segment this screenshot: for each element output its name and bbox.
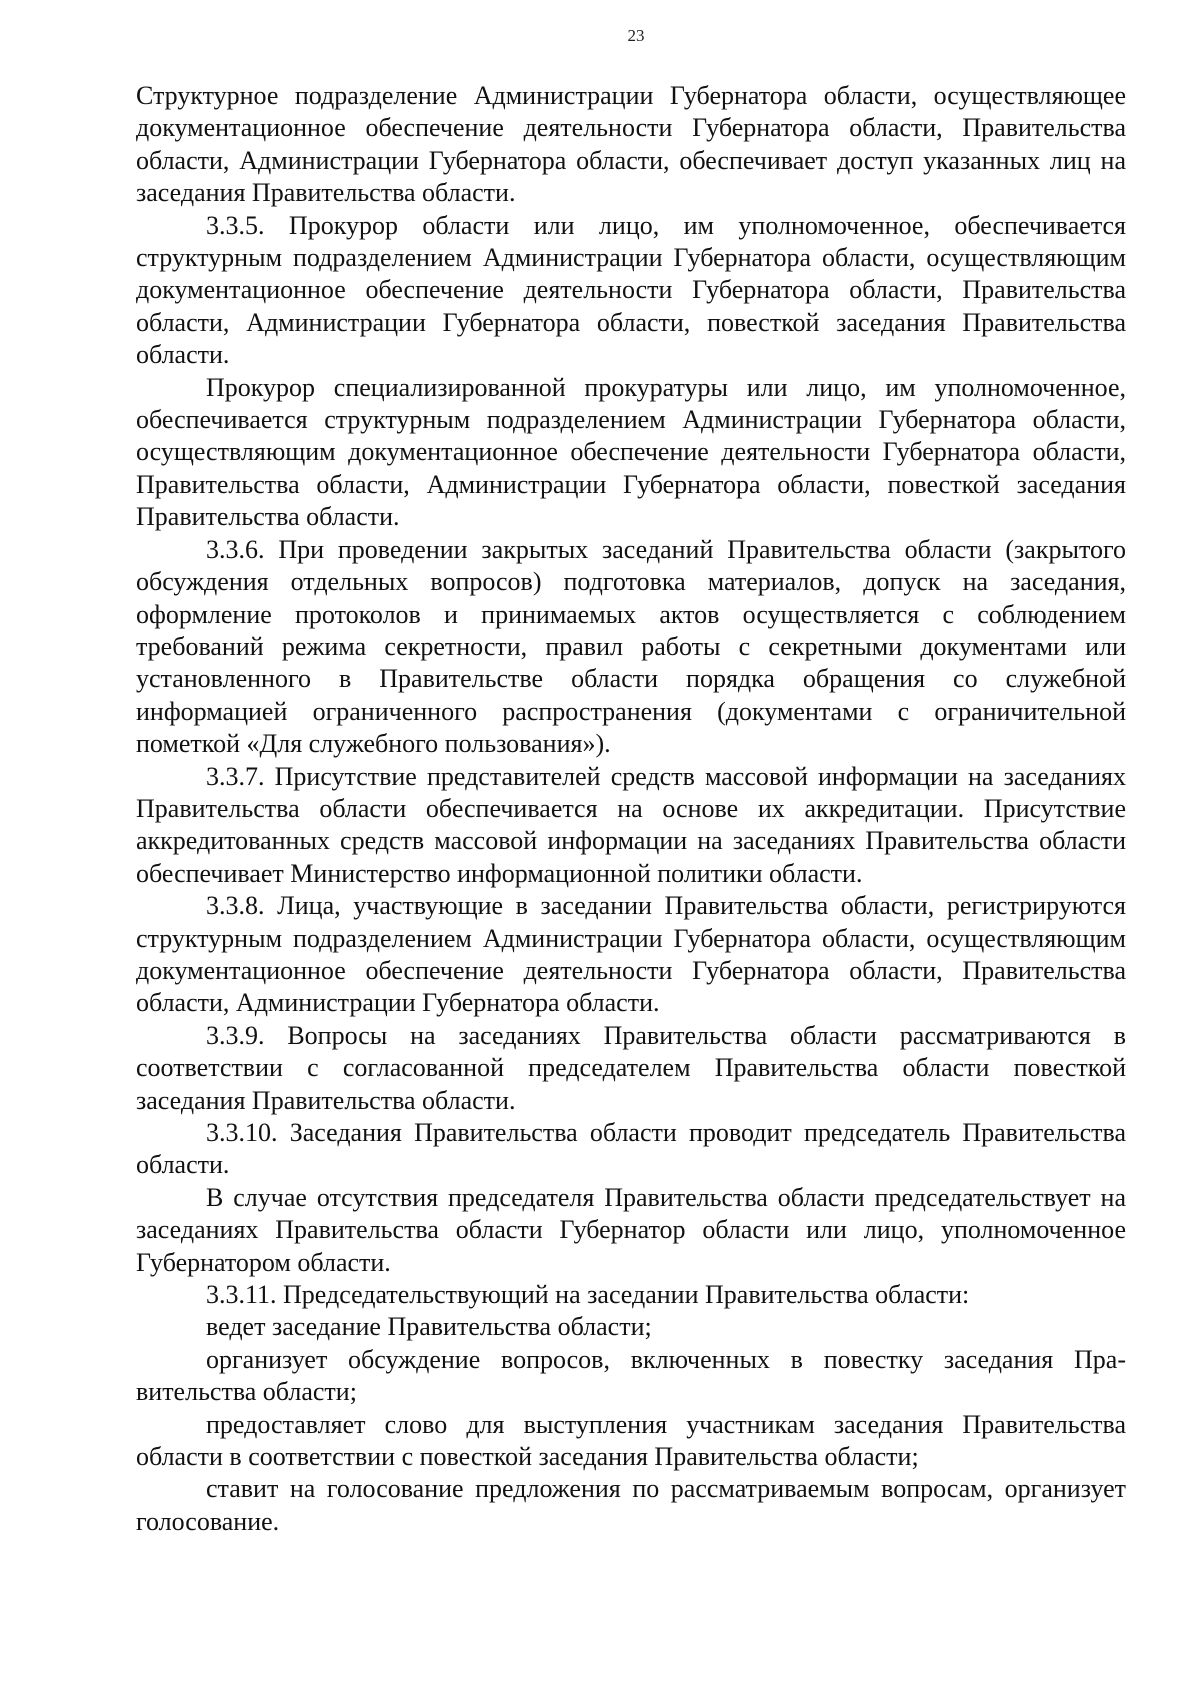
paragraph-3-3-7: 3.3.7. Присутствие представителей средств массовой информации на заседаниях Правительства области обеспечивается на основе их аккредитации. Присутствие аккредитованных средств массовой информации на заседаниях Правительства области обеспечивает Министерство информационной политики области.: [136, 761, 1126, 888]
paragraph-special-prosecutor: Прокурор специализированной прокуратуры или лицо, им уполномоченное, обеспечивается структурным подразделением Администрации Губернатора области, осуществляющим документационное обеспечение деятельности Губернатора области, Правительства области, Администрации Губернатора области, повесткой заседания Правительства области.: [136, 372, 1126, 532]
paragraph-3-3-11: 3.3.11. Председательствующий на заседании Правительства области:: [206, 1280, 970, 1310]
page-number: 23: [627, 26, 645, 45]
list-item-organizes-discussion: организует обсуждение вопросов, включенных в повестку заседания Правительства области;: [136, 1344, 1126, 1407]
list-item-conducts-meeting: ведет заседание Правительства области;: [206, 1312, 652, 1342]
list-item-gives-floor: предоставляет слово для выступления участникам заседания Правительства области в соответствии с повесткой заседания Правительства области;: [136, 1409, 1126, 1472]
paragraph-structural-unit: Структурное подразделение Администрации Губернатора области, осуществляющее документационное обеспечение деятельности Губернатора области, Правительства области, Администрации Губернатора области, обеспечивает доступ указанных лиц на заседания Правительства области.: [136, 81, 1126, 208]
paragraph-3-3-8: 3.3.8. Лица, участвующие в заседании Правительства области, регистрируются структурным подразделением Администрации Губернатора области, осуществляющим документационное обеспечение деятельности Губернатора области, Правительства области, Администрации Губернатора области.: [136, 891, 1126, 1018]
paragraph-3-3-6: 3.3.6. При проведении закрытых заседаний Правительства области (закрытого обсуждения отдельных вопросов) подготовка материалов, допуск на заседания, оформление протоколов и принимаемых актов осуществляется с соблюдением требований режима секретности, правил работы с секретными документами или установленного в Правительстве области порядка обращения со служебной информацией ограниченного распространения (документами с ограничительной пометкой «Для служебного пользования»).: [136, 534, 1126, 759]
paragraph-chair-absence: В случае отсутствия председателя Правительства области председательствует на заседаниях Правительства области Губернатор области или лицо, уполномоченное Губернатором области.: [136, 1182, 1126, 1277]
list-item-puts-to-vote: ставит на голосование предложения по рассматриваемым вопросам, организует голосование.: [136, 1474, 1126, 1536]
paragraph-3-3-9: 3.3.9. Вопросы на заседаниях Правительства области рассматриваются в соответствии с согласованной председателем Правительства области повесткой заседания Правительства области.: [136, 1020, 1126, 1115]
paragraph-3-3-5: 3.3.5. Прокурор области или лицо, им уполномоченное, обеспечивается структурным подразделением Администрации Губернатора области, осуществляющим документационное обеспечение деятельности Губернатора области, Правительства области, Администрации Губернатора области, повесткой заседания Правительства области.: [136, 210, 1126, 370]
paragraph-3-3-10: 3.3.10. Заседания Правительства области проводит председатель Правительства области.: [136, 1118, 1126, 1180]
document-body: [136, 80, 1126, 1538]
